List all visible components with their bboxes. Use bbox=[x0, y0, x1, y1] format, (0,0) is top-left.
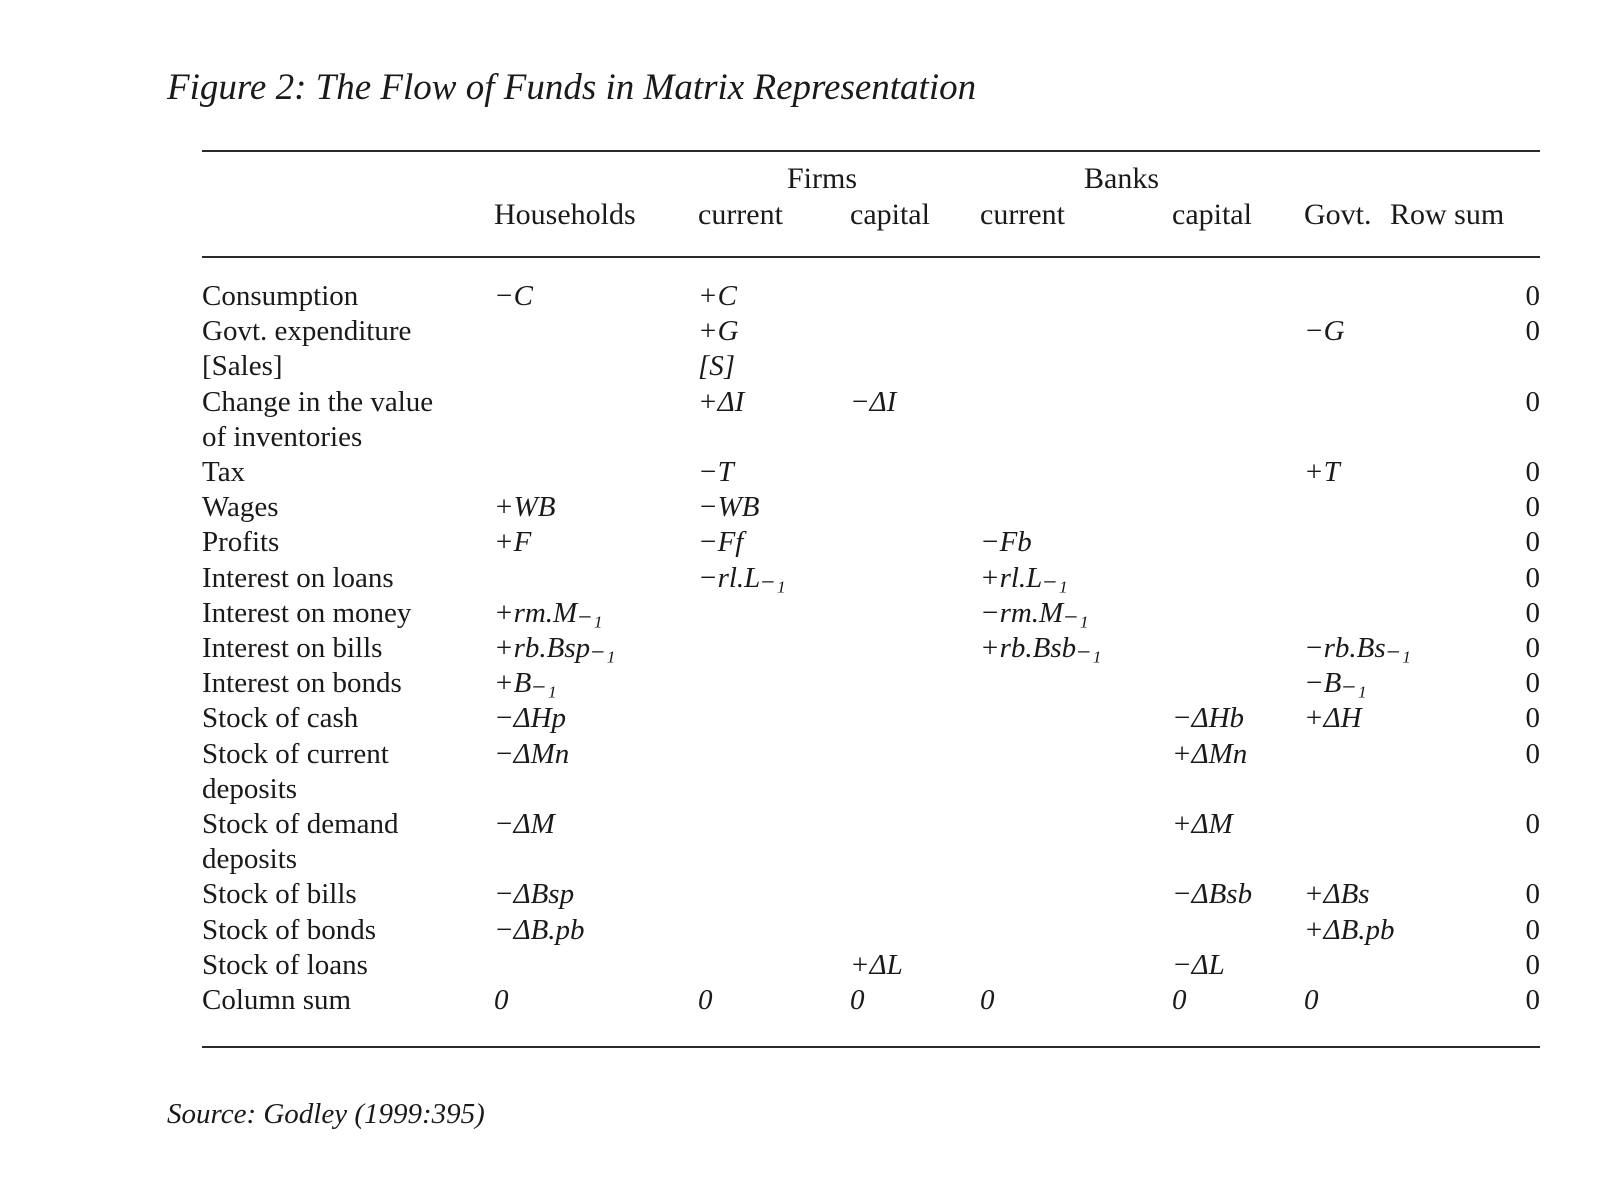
cell-banks-current: +rb.Bsb₋₁ bbox=[980, 632, 1102, 665]
row-label-line: Change in the value bbox=[202, 385, 434, 418]
row-label-line: [Sales] bbox=[202, 350, 283, 383]
cell-households: 0 bbox=[494, 984, 509, 1017]
row-label bbox=[202, 596, 1540, 631]
row-label-line: Stock of bills bbox=[202, 878, 357, 911]
row-label-line: Interest on bills bbox=[202, 632, 383, 665]
cell-banks-capital: −ΔL bbox=[1172, 948, 1225, 981]
cell-firms-current: −WB bbox=[698, 491, 760, 524]
row-label-line: deposits bbox=[202, 843, 298, 876]
cell-govt: +ΔB.pb bbox=[1304, 913, 1395, 946]
column-header-households: Households bbox=[494, 198, 636, 231]
row-label bbox=[202, 561, 1540, 596]
cell-row-sum: 0 bbox=[1525, 526, 1540, 559]
cell-banks-capital: −ΔBsb bbox=[1172, 878, 1253, 911]
table-row bbox=[202, 666, 1540, 701]
cell-banks-capital: 0 bbox=[1172, 984, 1187, 1017]
column-header-banks-current: current bbox=[980, 198, 1065, 231]
cell-banks-current: +rl.L₋₁ bbox=[980, 561, 1068, 594]
cell-firms-capital: 0 bbox=[850, 984, 865, 1017]
cell-firms-current: −T bbox=[698, 456, 734, 489]
row-label bbox=[202, 525, 1540, 560]
table-row bbox=[202, 349, 1540, 384]
cell-households: +F bbox=[494, 526, 532, 559]
column-header-govt: Govt. bbox=[1304, 198, 1372, 231]
cell-row-sum: 0 bbox=[1525, 702, 1540, 735]
group-header-banks: Banks bbox=[1084, 162, 1159, 195]
source-note: Source: Godley (1999:395) bbox=[167, 1098, 485, 1130]
cell-firms-current: −rl.L₋₁ bbox=[698, 561, 786, 594]
table-row bbox=[202, 877, 1540, 912]
table-header-rule bbox=[202, 256, 1540, 258]
cell-row-sum: 0 bbox=[1525, 948, 1540, 981]
group-header-firms: Firms bbox=[787, 162, 858, 195]
row-label-line: Profits bbox=[202, 526, 280, 559]
row-label-line: Stock of loans bbox=[202, 948, 368, 981]
cell-row-sum: 0 bbox=[1525, 737, 1540, 770]
cell-firms-current: [S] bbox=[698, 350, 736, 383]
cell-row-sum: 0 bbox=[1525, 913, 1540, 946]
table-row bbox=[202, 455, 1540, 490]
table-row bbox=[202, 983, 1540, 1018]
cell-households: −C bbox=[494, 280, 533, 312]
cell-firms-current: −Ff bbox=[698, 526, 744, 559]
cell-firms-current: +ΔI bbox=[698, 385, 745, 418]
table-row bbox=[202, 631, 1540, 666]
cell-row-sum: 0 bbox=[1525, 315, 1540, 348]
table-row bbox=[202, 314, 1540, 349]
cell-households: +WB bbox=[494, 491, 556, 524]
cell-households: −ΔBsp bbox=[494, 878, 575, 911]
cell-households: −ΔHp bbox=[494, 702, 567, 735]
table-row bbox=[202, 596, 1540, 631]
cell-govt: −B₋₁ bbox=[1304, 667, 1367, 700]
cell-banks-capital: +ΔMn bbox=[1172, 737, 1248, 770]
cell-banks-current: 0 bbox=[980, 984, 995, 1017]
cell-row-sum: 0 bbox=[1525, 596, 1540, 629]
cell-row-sum: 0 bbox=[1525, 878, 1540, 911]
cell-govt: +ΔBs bbox=[1304, 878, 1370, 911]
cell-households: −ΔB.pb bbox=[494, 913, 585, 946]
row-label-line: Consumption bbox=[202, 280, 359, 312]
table-top-rule bbox=[202, 150, 1540, 152]
table-row bbox=[202, 279, 1540, 314]
cell-row-sum: 0 bbox=[1525, 667, 1540, 700]
cell-banks-current: −rm.M₋₁ bbox=[980, 596, 1089, 629]
cell-row-sum: 0 bbox=[1525, 385, 1540, 418]
row-label-line: Stock of current bbox=[202, 737, 389, 770]
row-label-line: Stock of bonds bbox=[202, 913, 376, 946]
row-label bbox=[202, 490, 1540, 525]
column-header-banks-capital: capital bbox=[1172, 198, 1252, 231]
row-label-line: Interest on loans bbox=[202, 561, 394, 594]
cell-firms-current: +C bbox=[698, 280, 737, 312]
row-label-line: Stock of demand bbox=[202, 808, 399, 841]
row-label-line: Column sum bbox=[202, 984, 352, 1017]
figure-caption: Figure 2: The Flow of Funds in Matrix Representation bbox=[167, 67, 977, 108]
cell-govt: +T bbox=[1304, 456, 1340, 489]
cell-row-sum: 0 bbox=[1525, 491, 1540, 524]
cell-govt: 0 bbox=[1304, 984, 1319, 1017]
row-label-line: of inventories bbox=[202, 420, 363, 453]
cell-row-sum: 0 bbox=[1525, 808, 1540, 841]
row-label-line: Stock of cash bbox=[202, 702, 359, 735]
cell-households: +rb.Bsp₋₁ bbox=[494, 632, 616, 665]
table-row bbox=[202, 913, 1540, 948]
row-label-line: Interest on bonds bbox=[202, 667, 402, 700]
cell-banks-current: −Fb bbox=[980, 526, 1032, 559]
cell-households: +rm.M₋₁ bbox=[494, 596, 603, 629]
row-label bbox=[202, 807, 1540, 877]
row-label bbox=[202, 349, 1540, 384]
table-row bbox=[202, 561, 1540, 596]
row-label-line: Interest on money bbox=[202, 596, 412, 629]
cell-banks-capital: +ΔM bbox=[1172, 808, 1233, 841]
cell-row-sum: 0 bbox=[1525, 561, 1540, 594]
cell-households: −ΔM bbox=[494, 808, 555, 841]
table-row bbox=[202, 525, 1540, 560]
cell-households: +B₋₁ bbox=[494, 667, 557, 700]
table-bottom-rule bbox=[202, 1046, 1540, 1048]
row-label-line: Tax bbox=[202, 456, 246, 489]
table-row bbox=[202, 807, 1540, 877]
table-row bbox=[202, 948, 1540, 983]
column-header-firms-current: current bbox=[698, 198, 783, 231]
table-row bbox=[202, 490, 1540, 525]
cell-row-sum: 0 bbox=[1525, 280, 1540, 312]
column-header-firms-capital: capital bbox=[850, 198, 930, 231]
cell-firms-current: +G bbox=[698, 315, 739, 348]
cell-row-sum: 0 bbox=[1525, 632, 1540, 665]
column-header-row-sum: Row sum bbox=[1390, 198, 1505, 231]
row-label bbox=[202, 279, 1540, 314]
cell-households: −ΔMn bbox=[494, 737, 570, 770]
cell-govt: −G bbox=[1304, 315, 1345, 348]
row-label bbox=[202, 983, 1540, 1018]
cell-govt: +ΔH bbox=[1304, 702, 1362, 735]
row-label-line: deposits bbox=[202, 772, 298, 805]
cell-firms-current: 0 bbox=[698, 984, 713, 1017]
cell-banks-capital: −ΔHb bbox=[1172, 702, 1245, 735]
cell-firms-capital: +ΔL bbox=[850, 948, 903, 981]
cell-firms-capital: −ΔI bbox=[850, 385, 897, 418]
row-label bbox=[202, 737, 1540, 807]
row-label-line: Wages bbox=[202, 491, 279, 524]
flow-of-funds-table-body bbox=[202, 279, 1540, 1018]
row-label-line: Govt. expenditure bbox=[202, 315, 412, 348]
table-row bbox=[202, 737, 1540, 807]
cell-govt: −rb.Bs₋₁ bbox=[1304, 632, 1411, 665]
cell-row-sum: 0 bbox=[1525, 984, 1540, 1017]
table-row bbox=[202, 385, 1540, 455]
table-row bbox=[202, 701, 1540, 736]
cell-row-sum: 0 bbox=[1525, 456, 1540, 489]
